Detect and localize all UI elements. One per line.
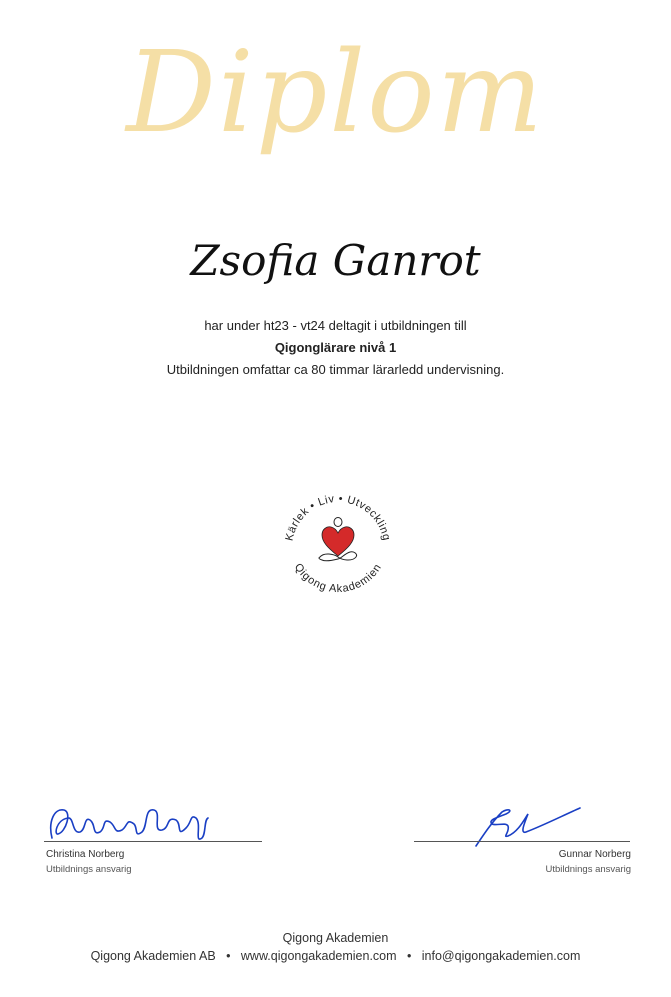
footer-email-link[interactable]: info@qigongakademien.com bbox=[421, 949, 581, 963]
signature-gunnar bbox=[462, 804, 592, 852]
recipient-name: Zsofia Ganrot bbox=[190, 236, 481, 285]
footer-org-name: Qigong Akademien bbox=[282, 931, 389, 945]
svg-text:Qigong Akademien bbox=[292, 561, 384, 595]
qigong-akademien-logo bbox=[278, 482, 398, 602]
signatory-name-left: Christina Norberg bbox=[46, 849, 125, 860]
signatory-role-right: Utbildnings ansvarig bbox=[545, 864, 631, 875]
signatory-role-left: Utbildnings ansvarig bbox=[46, 864, 132, 875]
footer-contact-line bbox=[0, 949, 671, 963]
participation-text: har under ht23 - vt24 deltagit i utbildningen till bbox=[204, 318, 467, 333]
footer-website-link[interactable]: www.qigongakademien.com bbox=[240, 949, 397, 963]
diploma-title: Diplom bbox=[126, 28, 545, 158]
footer-company: Qigong Akademien AB bbox=[90, 949, 216, 963]
signature-line-right bbox=[414, 841, 630, 842]
signature-christina bbox=[44, 798, 214, 850]
course-name: Qigonglärare nivå 1 bbox=[274, 340, 397, 355]
logo-ring-bottom-text: Qigong Akademien bbox=[291, 561, 385, 596]
course-hours-text: Utbildningen omfattar ca 80 timmar lärarledd undervisning. bbox=[166, 362, 505, 377]
logo-head-shape bbox=[334, 518, 342, 527]
heart-icon bbox=[322, 527, 354, 556]
footer-separator: • bbox=[406, 949, 412, 963]
logo-ring-top-text: Kärlek • Liv • Utveckling bbox=[283, 492, 393, 543]
signature-line-left bbox=[44, 841, 262, 842]
footer-separator: • bbox=[226, 949, 231, 963]
signatory-name-right: Gunnar Norberg bbox=[558, 849, 631, 860]
